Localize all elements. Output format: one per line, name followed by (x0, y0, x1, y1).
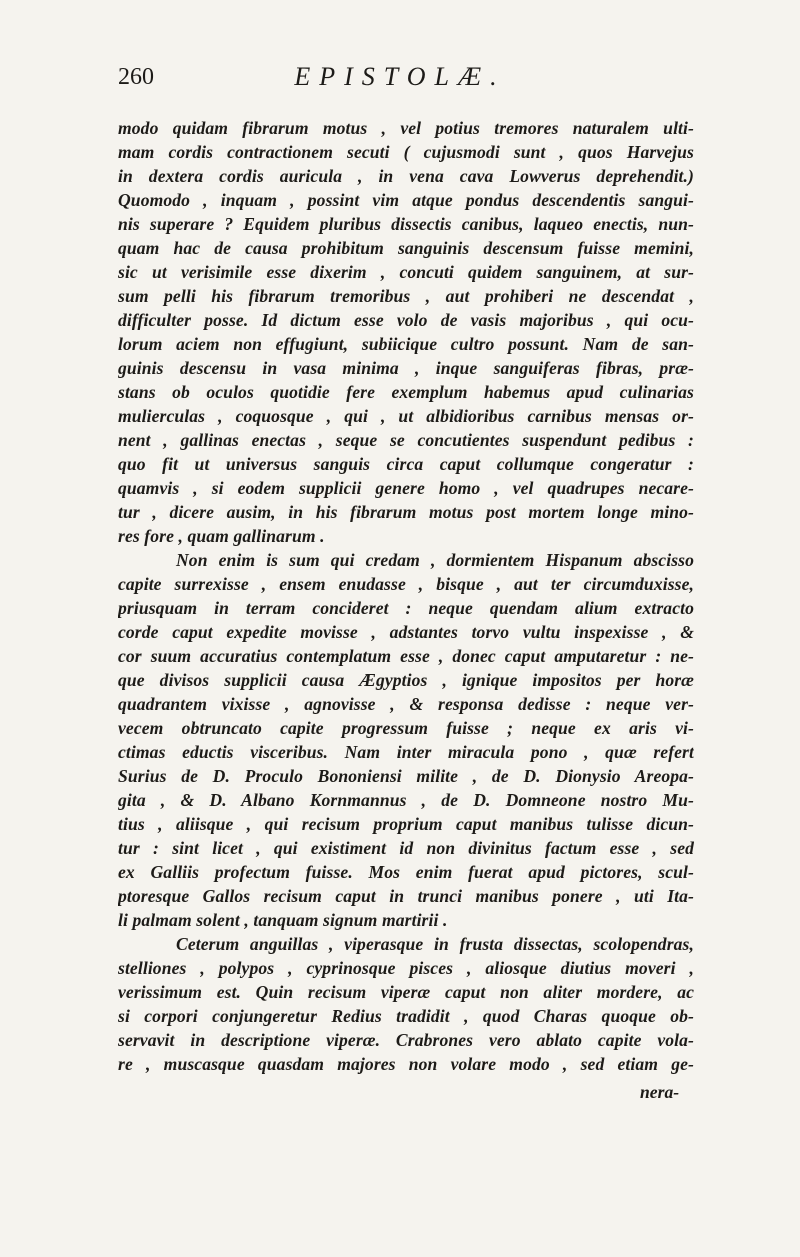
text-line: cor suum accuratius contemplatum esse , donec caput amputaretur : ne- (118, 646, 694, 666)
text-line: quo fit ut universus sanguis circa caput collumque congeratur : (118, 454, 694, 474)
text-line: sum pelli his fibrarum tremoribus , aut prohiberi ne descendat , (118, 286, 694, 306)
text-line: sic ut verisimile esse dixerim , concuti quidem sanguinem, at sur- (118, 262, 694, 282)
text-line: capite surrexisse , ensem enudasse , bisque , aut ter circumduxisse, (118, 574, 694, 594)
page-number: 260 (118, 64, 154, 90)
text-line: lorum aciem non effugiunt, subiicique cultro possunt. Nam de san- (118, 334, 694, 354)
text-line: modo quidam fibrarum motus , vel potius tremores naturalem ulti- (118, 118, 694, 138)
text-line: que divisos supplicii causa Ægyptios , ignique impositos per horæ (118, 670, 694, 690)
text-line: quamvis , si eodem supplicii genere homo , vel quadrupes necare- (118, 478, 694, 498)
text-line: re , muscasque quasdam majores non volare modo , sed etiam ge- (118, 1054, 694, 1074)
text-line: tur , dicere ausim, in his fibrarum motus post mortem longe mino- (118, 502, 694, 522)
text-line: difficulter posse. Id dictum esse volo de vasis majoribus , qui ocu- (118, 310, 694, 330)
text-line: nent , gallinas enectas , seque se concutientes suspendunt pedibus : (118, 430, 694, 450)
text-line: quadrantem vixisse , agnovisse , & responsa dedisse : neque ver- (118, 694, 694, 714)
text-line: stans ob oculos quotidie fere exemplum habemus apud culinarias (118, 382, 694, 402)
text-line: tius , aliisque , qui recisum proprium caput manibus tulisse dicun- (118, 814, 694, 834)
text-line: guinis descensu in vasa minima , inque sanguiferas fibras, præ- (118, 358, 694, 378)
text-line: mam cordis contractionem secuti ( cujusmodi sunt , quos Harvejus (118, 142, 694, 162)
text-line: res fore , quam gallinarum . (118, 526, 325, 546)
text-line: si corpori conjungeretur Redius tradidit , quod Charas quoque ob- (118, 1006, 694, 1026)
text-line: li palmam solent , tanquam signum martirii . (118, 910, 448, 930)
catchword: nera- (640, 1082, 680, 1102)
text-line: Quomodo , inquam , possint vim atque pondus descendentis sangui- (118, 190, 694, 210)
text-line: ptoresque Gallos recisum caput in trunci manibus ponere , uti Ita- (118, 886, 694, 906)
text-line: gita , & D. Albano Kornmannus , de D. Domneone nostro Mu- (118, 790, 694, 810)
text-line: in dextera cordis auricula , in vena cava Lowverus deprehendit.) (118, 166, 694, 186)
text-line: Surius de D. Proculo Bononiensi milite , de D. Dionysio Areopa- (118, 766, 694, 786)
text-line: vecem obtruncato capite progressum fuisse ; neque ex aris vi- (118, 718, 694, 738)
text-line: priusquam in terram concideret : neque quendam alium extracto (118, 598, 694, 618)
body-text (118, 116, 694, 1076)
text-line: tur : sint licet , qui existiment id non divinitus factum esse , sed (118, 838, 694, 858)
text-line: stelliones , polypos , cyprinosque pisces , aliosque diutius moveri , (118, 958, 694, 978)
running-head: EPISTOLÆ. (294, 62, 506, 91)
text-line: quam hac de causa prohibitum sanguinis descensum fuisse memini, (118, 238, 694, 258)
text-line: corde caput expedite movisse , adstantes torvo vultu inspexisse , & (118, 622, 694, 642)
text-line: mulierculas , coquosque , qui , ut albidioribus carnibus mensas or- (118, 406, 694, 426)
page-header (118, 62, 682, 92)
text-line: Non enim is sum qui credam , dormientem Hispanum abscisso (176, 550, 694, 570)
text-line: ctimas eductis visceribus. Nam inter miracula pono , quæ refert (118, 742, 694, 762)
text-line: servavit in descriptione viperæ. Crabrones vero ablato capite vola- (118, 1030, 694, 1050)
text-line: nis superare ? Equidem pluribus dissectis canibus, laqueo enectis, nun- (118, 214, 694, 234)
text-line: Ceterum anguillas , viperasque in frusta dissectas, scolopendras, (176, 934, 694, 954)
text-line: ex Galliis profectum fuisse. Mos enim fuerat apud pictores, scul- (118, 862, 694, 882)
text-line: verissimum est. Quin recisum viperæ caput non aliter mordere, ac (118, 982, 694, 1002)
